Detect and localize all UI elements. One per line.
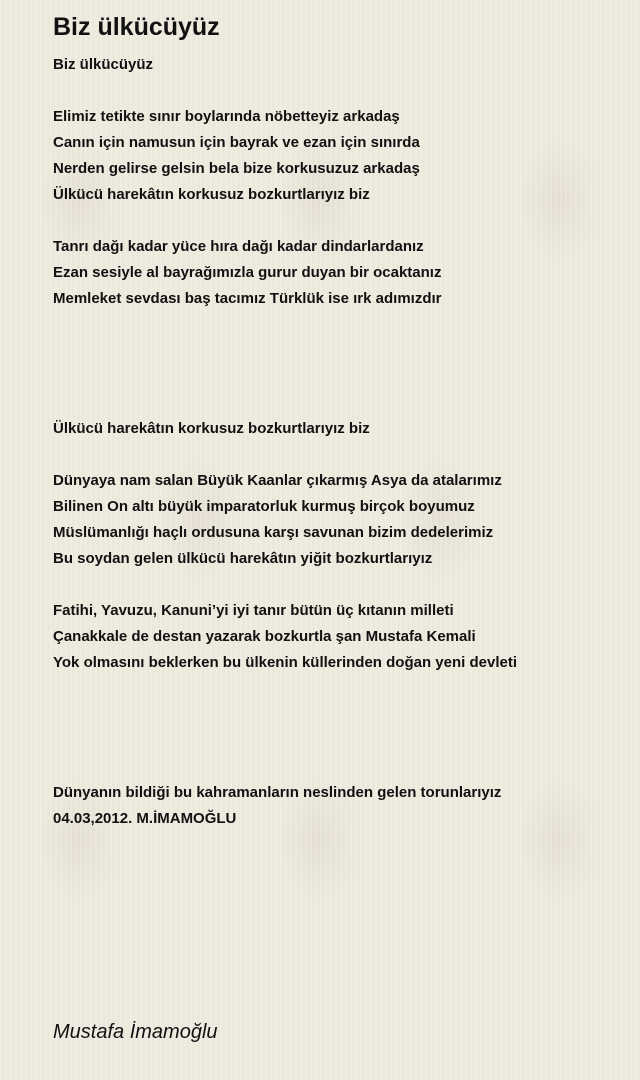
poem-line (53, 442, 623, 468)
poem-line (53, 572, 623, 598)
poem-line: Tanrı dağı kadar yüce hıra dağı kadar dindarlardanız (53, 238, 424, 255)
poem-line: Canın için namusun için bayrak ve ezan için sınırda (53, 134, 420, 151)
poem-line (53, 78, 623, 104)
poem-line: Ezan sesiyle al bayrağımızla gurur duyan bir ocaktanız (53, 264, 442, 281)
poem-line: Biz ülkücüyüz (53, 56, 154, 73)
poem-line: Nerden gelirse gelsin bela bize korkusuzuz arkadaş (53, 160, 420, 177)
poem-line: Ülkücü harekâtın korkusuz bozkurtlarıyız biz (53, 420, 370, 437)
poem-line: Müslümanlığı haçlı ordusuna karşı savunan bizim dedelerimiz (53, 524, 494, 541)
poem-line (53, 338, 623, 364)
poem-line (53, 728, 623, 754)
poem-line (53, 676, 623, 702)
poem-line: Dünyanın bildiği bu kahramanların neslinden gelen torunlarıyız (53, 784, 502, 801)
poem-line (53, 364, 623, 390)
poem-line (53, 312, 623, 338)
poem-line: Bu soydan gelen ülkücü harekâtın yiğit bozkurtlarıyız (53, 550, 433, 567)
poem-line (53, 702, 623, 728)
poem-line: Yok olmasını beklerken bu ülkenin küllerinden doğan yeni devleti (53, 654, 518, 671)
poem-line: Çanakkale de destan yazarak bozkurtla şan Mustafa Kemali (53, 628, 476, 645)
poem-line (53, 208, 623, 234)
poem-line: Dünyaya nam salan Büyük Kaanlar çıkarmış Asya da atalarımız (53, 472, 502, 489)
poem-body (53, 52, 623, 832)
poem-line: Memleket sevdası baş tacımız Türklük ise ırk adımızdır (53, 290, 442, 307)
poem-line: Bilinen On altı büyük imparatorluk kurmuş birçok boyumuz (53, 498, 475, 515)
poem-title: Biz ülkücüyüz (53, 13, 220, 41)
poem-line: 04.03,2012. M.İMAMOĞLU (53, 810, 237, 827)
poem-line: Elimiz tetikte sınır boylarında nöbetteyiz arkadaş (53, 108, 400, 125)
poem-line (53, 754, 623, 780)
author-name: Mustafa İmamoğlu (53, 1021, 218, 1043)
poem-line (53, 390, 623, 416)
poem-line: Fatihi, Yavuzu, Kanuni’yi iyi tanır bütün üç kıtanın milleti (53, 602, 454, 619)
poem-line: Ülkücü harekâtın korkusuz bozkurtlarıyız biz (53, 186, 370, 203)
